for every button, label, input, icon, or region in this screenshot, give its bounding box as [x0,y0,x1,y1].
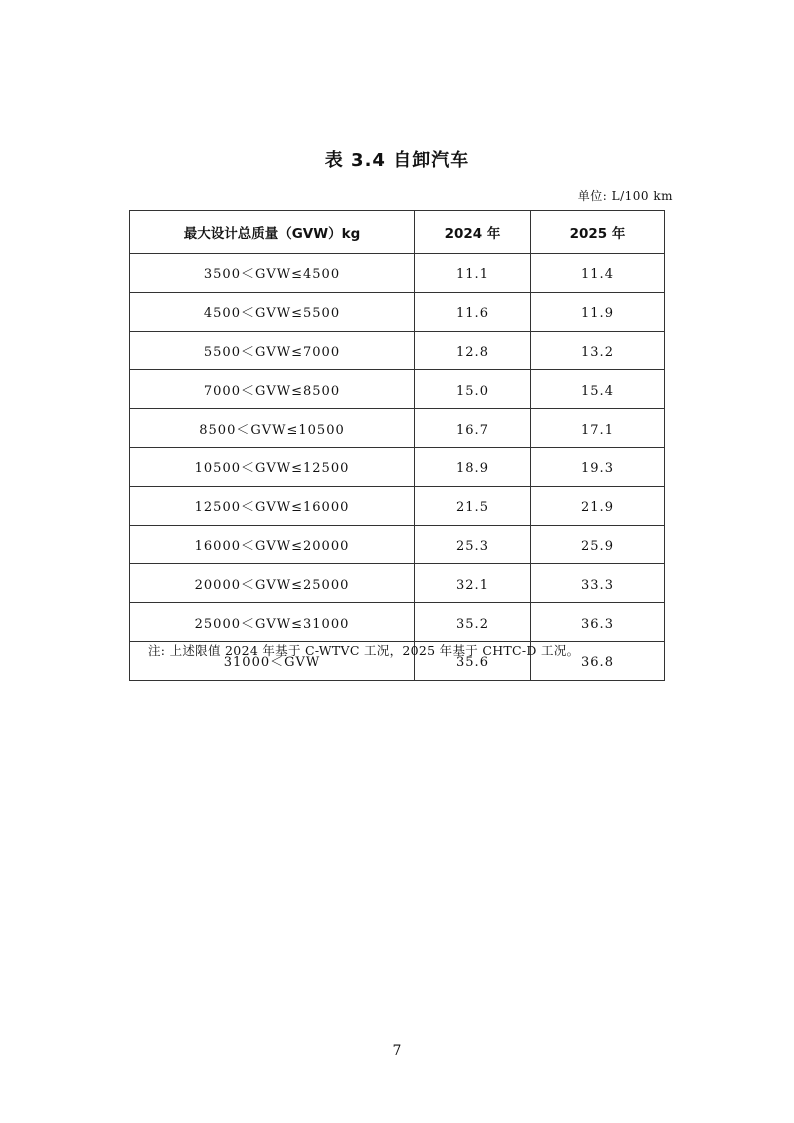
limit-2024-cell: 25.3 [415,525,531,564]
limit-2024-cell: 11.6 [415,292,531,331]
table-row [130,564,665,603]
limit-2025-cell: 21.9 [531,486,665,525]
header-2024: 2024 年 [415,211,531,254]
limit-2024-cell: 21.5 [415,486,531,525]
gvw-range-cell: 16000＜GVW≤20000 [130,525,415,564]
table-row [130,331,665,370]
header-gvw: 最大设计总质量（GVW）kg [130,211,415,254]
limit-2025-cell: 13.2 [531,331,665,370]
table-row [130,254,665,293]
fuel-limit-table [129,210,665,681]
gvw-range-cell: 12500＜GVW≤16000 [130,486,415,525]
gvw-range-cell: 20000＜GVW≤25000 [130,564,415,603]
limit-2025-cell: 33.3 [531,564,665,603]
gvw-range-cell: 7000＜GVW≤8500 [130,370,415,409]
limit-2024-cell: 11.1 [415,254,531,293]
table-row [130,370,665,409]
table-footnote: 注: 上述限值 2024 年基于 C-WTVC 工况，2025 年基于 CHTC-D 工况。 [148,643,580,658]
limit-2025-cell: 25.9 [531,525,665,564]
header-2025: 2025 年 [531,211,665,254]
gvw-range-cell: 8500＜GVW≤10500 [130,409,415,448]
table-title: 表 3.4 自卸汽车 [324,150,470,171]
limit-2024-cell: 12.8 [415,331,531,370]
limit-2025-cell: 36.3 [531,603,665,642]
limit-2024-cell: 16.7 [415,409,531,448]
limit-2025-cell: 19.3 [531,447,665,486]
limit-2025-cell: 11.4 [531,254,665,293]
limit-2025-cell: 15.4 [531,370,665,409]
limit-2024-cell: 35.2 [415,603,531,642]
unit-label: 单位: L/100 km [577,189,673,203]
gvw-range-cell: 4500＜GVW≤5500 [130,292,415,331]
table-row [130,603,665,642]
gvw-range-cell: 31000＜GVW [130,641,415,680]
limit-2025-cell: 17.1 [531,409,665,448]
table-row [130,292,665,331]
page-number: 7 [392,1043,402,1059]
limit-2024-cell: 35.6 [415,641,531,680]
limit-2025-cell: 11.9 [531,292,665,331]
table-row [130,447,665,486]
limit-2024-cell: 18.9 [415,447,531,486]
gvw-range-cell: 5500＜GVW≤7000 [130,331,415,370]
gvw-range-cell: 25000＜GVW≤31000 [130,603,415,642]
table-row [130,525,665,564]
table-row [130,409,665,448]
gvw-range-cell: 3500＜GVW≤4500 [130,254,415,293]
limit-2024-cell: 15.0 [415,370,531,409]
limit-2024-cell: 32.1 [415,564,531,603]
table-row [130,486,665,525]
gvw-range-cell: 10500＜GVW≤12500 [130,447,415,486]
table-header-row [130,211,665,254]
limit-2025-cell: 36.8 [531,641,665,680]
